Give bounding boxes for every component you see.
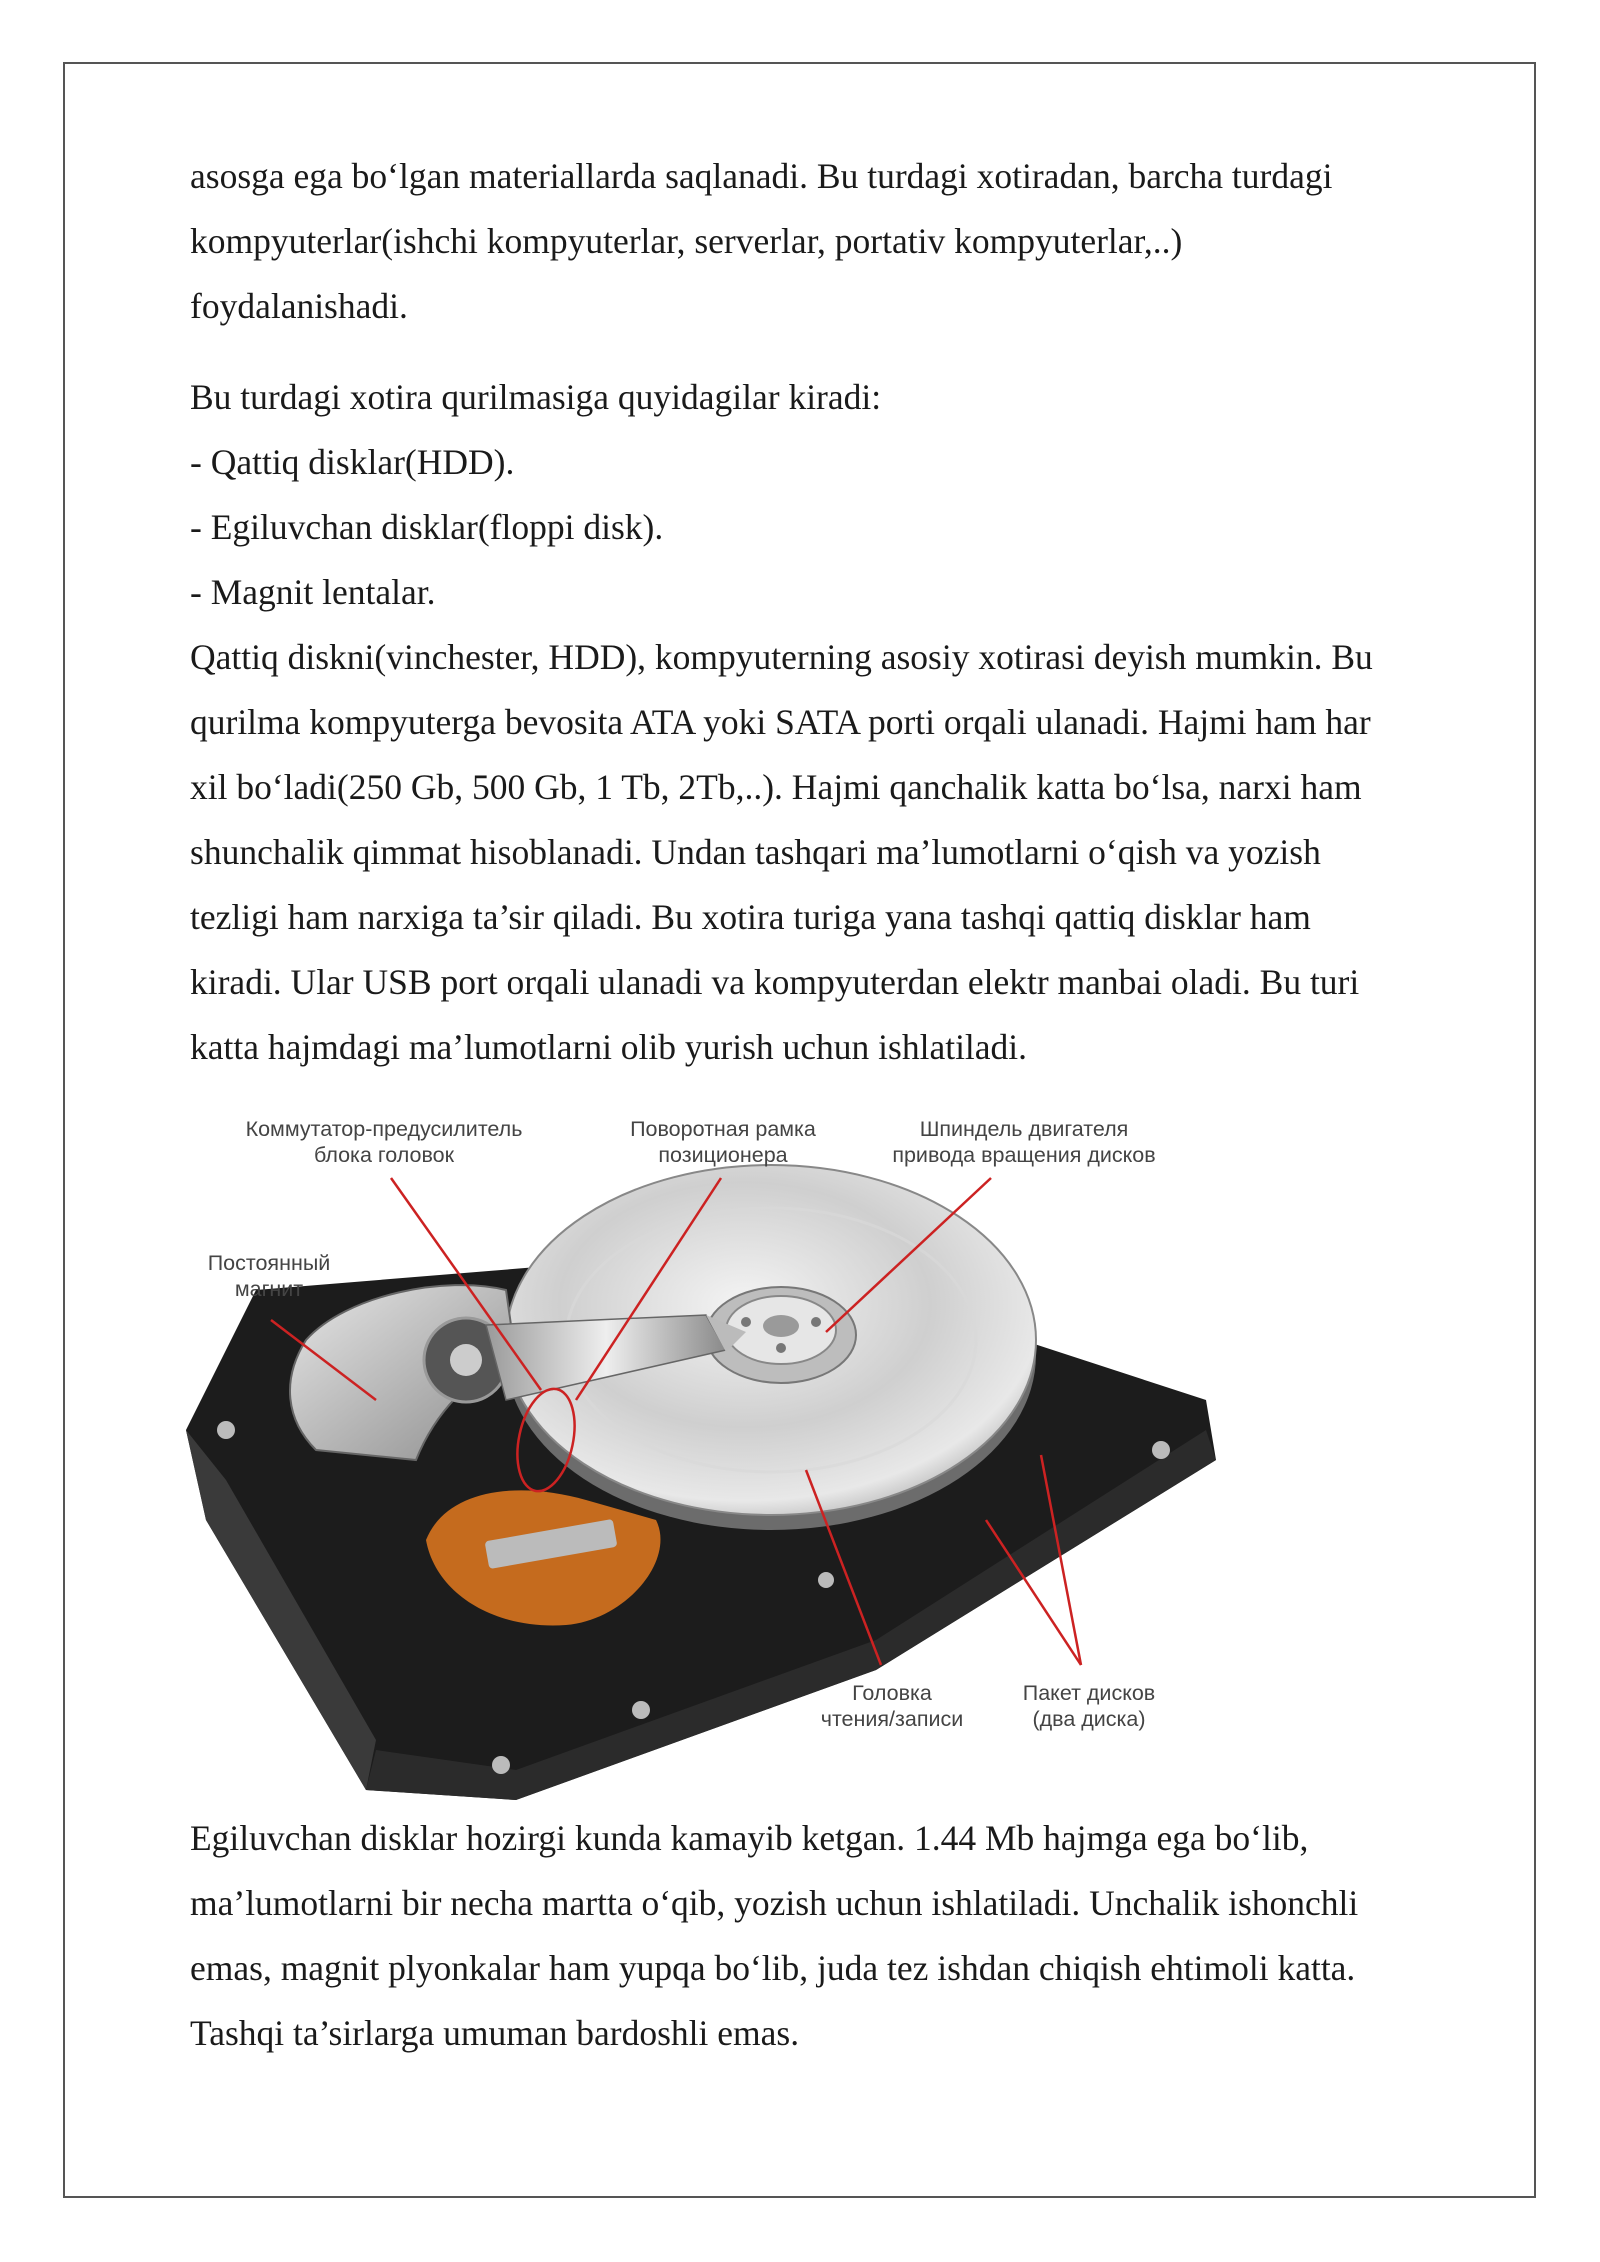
text-line: katta hajmdagi ma’lumotlarni olib yurish uchun ishlatiladi.	[190, 1027, 1028, 1067]
label-magnet-line1: Постоянный	[207, 1251, 331, 1275]
text-line: Bu turdagi xotira qurilmasiga quyidagilar kiradi:	[190, 377, 882, 417]
text-line: ma’lumotlarni bir necha martta o‘qib, yozish uchun ishlatiladi. Unchalik ishonchli	[190, 1883, 1359, 1923]
label-platters-line2: (два диска)	[1032, 1707, 1146, 1731]
text-line: qurilma kompyuterga bevosita ATA yoki SATA porti orqali ulanadi. Hajmi ham har	[190, 702, 1371, 742]
label-spindle-line2: привода вращения дисков	[892, 1143, 1156, 1167]
text-line: xil bo‘ladi(250 Gb, 500 Gb, 1 Tb, 2Tb,..). Hajmi qanchalik katta bo‘lsa, narxi ham	[190, 767, 1362, 807]
text-line: kiradi. Ular USB port orqali ulanadi va kompyuterdan elektr manbai oladi. Bu turi	[190, 962, 1360, 1002]
label-head-line1: Головка	[852, 1681, 932, 1705]
label-preamp-line2: блока головок	[313, 1143, 455, 1167]
paragraph-hdd	[190, 365, 1510, 1080]
label-spindle-line1: Шпиндель двигателя	[919, 1117, 1129, 1141]
label-head-line2: чтения/записи	[820, 1707, 964, 1731]
text-line: kompyuterlar(ishchi kompyuterlar, serverlar, portativ kompyuterlar,..)	[190, 221, 1183, 261]
label-frame-line2: позиционера	[658, 1143, 788, 1167]
list-item: - Qattiq disklar(HDD).	[190, 442, 515, 482]
paragraph-intro	[190, 144, 1510, 339]
text-line: shunchalik qimmat hisoblanadi. Undan tashqari ma’lumotlarni o‘qish va yozish	[190, 832, 1321, 872]
text-line: Tashqi ta’sirlarga umuman bardoshli emas.	[190, 2013, 800, 2053]
text-line: Egiluvchan disklar hozirgi kunda kamayib ketgan. 1.44 Mb hajmga ega bo‘lib,	[190, 1818, 1309, 1858]
label-platters-line1: Пакет дисков	[1022, 1681, 1156, 1705]
label-frame-line1: Поворотная рамка	[630, 1117, 816, 1141]
text-line: foydalanishadi.	[190, 286, 408, 326]
text-line: tezligi ham narxiga ta’sir qiladi. Bu xotira turiga yana tashqi qattiq disklar ham	[190, 897, 1311, 937]
label-magnet-line2: магнит	[234, 1277, 304, 1301]
text-line: emas, magnit plyonkalar ham yupqa bo‘lib, juda tez ishdan chiqish ehtimoli katta.	[190, 1948, 1356, 1988]
text-line: asosga ega bo‘lgan materiallarda saqlanadi. Bu turdagi xotiradan, barcha turdagi	[190, 156, 1333, 196]
paragraph-floppy	[190, 1806, 1510, 2066]
label-preamp-line1: Коммутатор-предусилитель	[245, 1117, 523, 1141]
text-line: Qattiq diskni(vinchester, HDD), kompyuterning asosiy xotirasi deyish mumkin. Bu	[190, 637, 1373, 677]
list-item: - Egiluvchan disklar(floppi disk).	[190, 507, 664, 547]
list-item: - Magnit lentalar.	[190, 572, 436, 612]
hdd-diagram	[186, 1100, 1226, 1800]
